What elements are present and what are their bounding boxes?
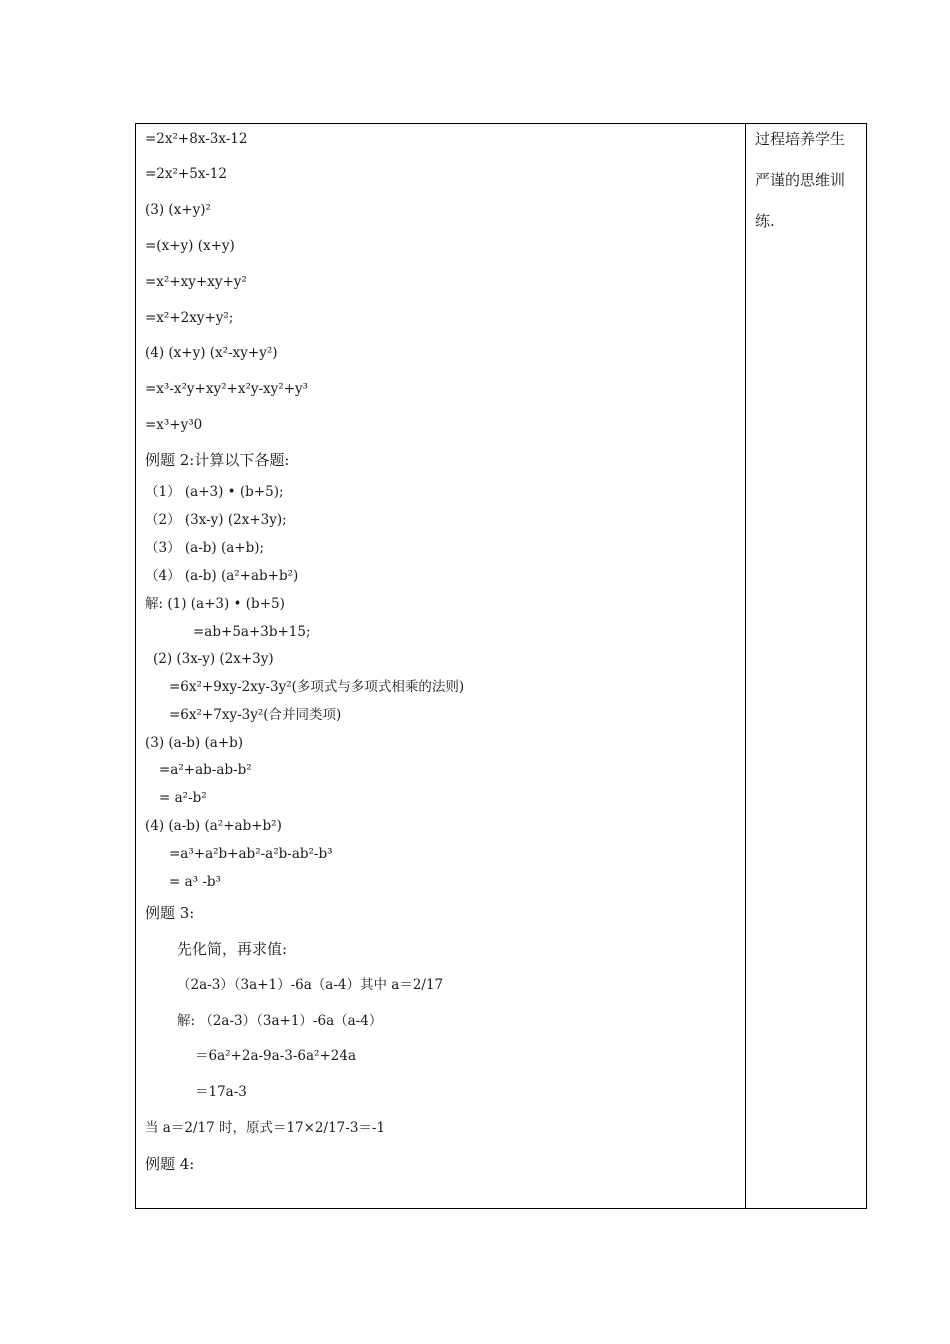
step-line: =6x²+7xy-3y²(合并同类项): [169, 707, 342, 723]
problem-label: (3) (a-b) (a+b): [145, 735, 244, 751]
example-heading: 例题 4:: [145, 1155, 195, 1173]
side-note-line: 严谨的思维训: [755, 171, 846, 189]
step-line: =x²+2xy+y²;: [145, 310, 234, 326]
side-note-line: 过程培养学生: [755, 130, 846, 148]
example-heading: 例题 3:: [145, 904, 195, 922]
column-divider: [745, 123, 746, 1209]
result-line: 当 a＝2/17 时，原式＝17×2/17-3＝-1: [145, 1120, 386, 1136]
step-line: = a³ -b³: [169, 874, 221, 890]
example-heading: 例题 2:计算以下各题:: [145, 451, 290, 469]
problem-label: (3) (x+y)²: [145, 202, 211, 218]
problem-label: (4) (a-b) (a²+ab+b²): [145, 818, 282, 834]
step-line: =ab+5a+3b+15;: [193, 624, 311, 640]
step-line: =a³+a²b+ab²-a²b-ab²-b³: [169, 846, 333, 862]
exercise-item: （1） (a+3) • (b+5);: [145, 484, 284, 500]
step-line: ＝6a²+2a-9a-3-6a²+24a: [195, 1048, 356, 1064]
step-line: = a²-b²: [159, 790, 207, 806]
step-line: =6x²+9xy-2xy-3y²(多项式与多项式相乘的法则): [169, 679, 465, 695]
problem-label: (4) (x+y) (x²-xy+y²): [145, 345, 278, 361]
exercise-item: （4） (a-b) (a²+ab+b²): [145, 568, 299, 584]
step-line: =2x²+8x-3x-12: [145, 131, 248, 147]
step-line: =2x²+5x-12: [145, 166, 227, 182]
step-line: =x³-x²y+xy²+x²y-xy²+y³: [145, 381, 309, 397]
problem-label: (2) (3x-y) (2x+3y): [153, 651, 274, 667]
step-line: ＝17a-3: [195, 1084, 247, 1100]
step-line: =(x+y) (x+y): [145, 238, 235, 254]
solution-label: 解: （2a-3）（3a+1）-6a（a-4）: [177, 1013, 383, 1029]
solution-label: 解: (1) (a+3) • (b+5): [145, 596, 285, 612]
exercise-item: （3） (a-b) (a+b);: [145, 540, 265, 556]
instruction-line: 先化简，再求值:: [177, 940, 288, 958]
step-line: =x²+xy+xy+y²: [145, 274, 247, 290]
side-note-line: 练.: [755, 212, 775, 230]
problem-statement: （2a-3）（3a+1）-6a（a-4）其中 a＝2/17: [177, 977, 444, 993]
step-line: =x³+y³0: [145, 417, 203, 433]
step-line: =a²+ab-ab-b²: [159, 762, 252, 778]
exercise-item: （2） (3x-y) (2x+3y);: [145, 512, 287, 528]
